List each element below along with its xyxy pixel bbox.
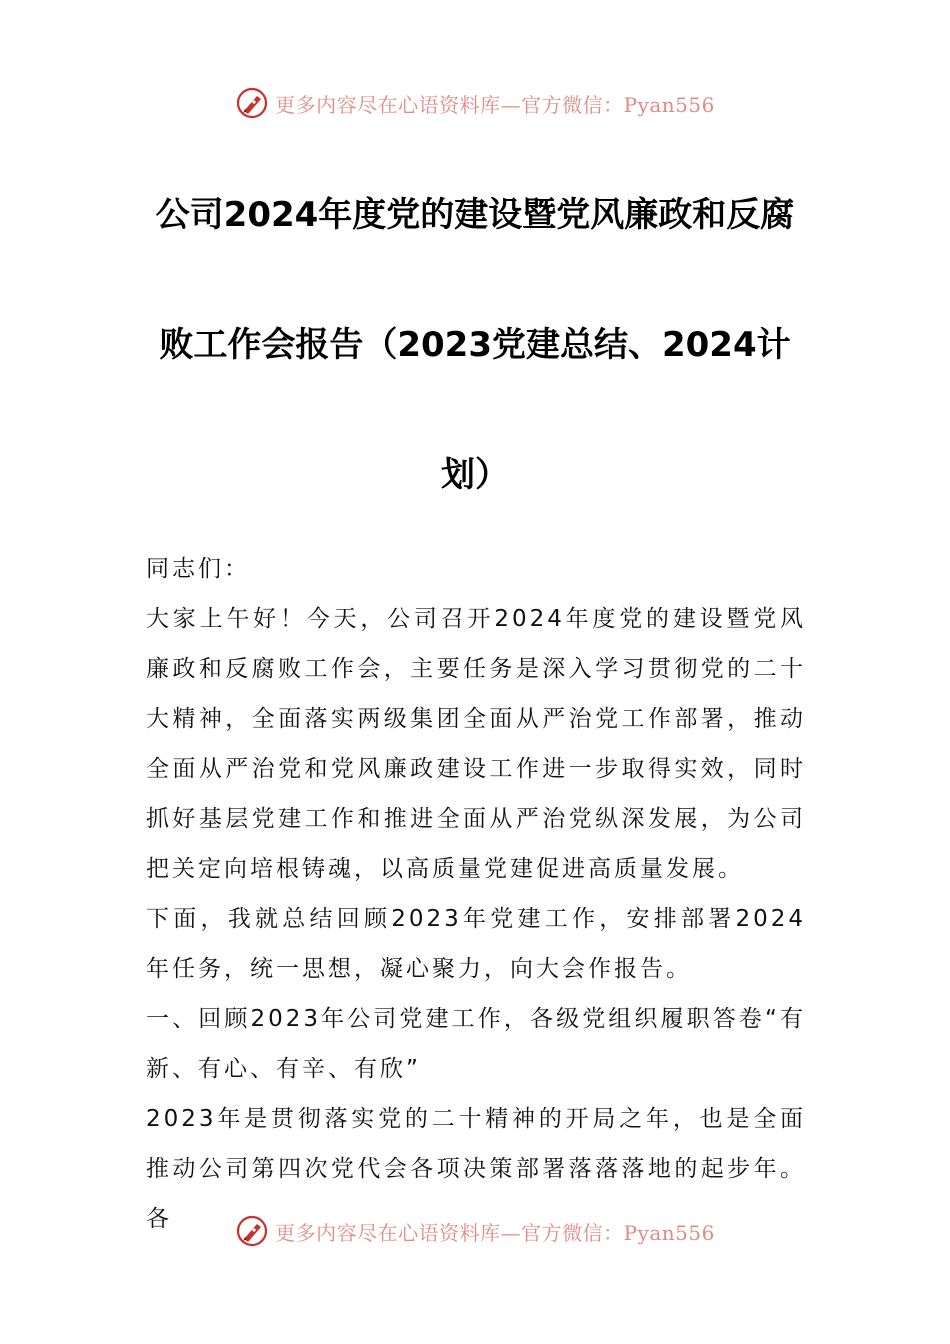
title-line-1: 公司2024年度党的建设暨党风廉政和反腐 (155, 195, 795, 235)
footer-watermark (0, 1211, 950, 1251)
document-title (130, 150, 820, 540)
title-line-2: 败工作会报告（2023党建总结、2024计 (159, 325, 791, 365)
watermark-text: 更多内容尽在心语资料库—官方微信：Pyan556 (275, 1220, 715, 1245)
title-line-3: 划） (441, 455, 509, 495)
paragraph: 大家上午好！今天，公司召开2024年度党的建设暨党风廉政和反腐败工作会，主要任务是深入学习贯彻党的二十大精神，全面落实两级集团全面从严治党工作部署，推动全面从严治党和党风廉政建设工作进一步取得实效，同时抓好基层党建工作和推进全面从严治党纵深发展，为公司把关定向培根铸魂，以高质量党建促进高质量发展。 (146, 606, 806, 882)
pen-nib-icon (235, 86, 269, 120)
paragraph: 2023年是贯彻落实党的二十精神的开局之年，也是全面推动公司第四次党代会各项决策部署落落落地的起步年。各 (146, 1106, 806, 1232)
section-heading: 一、回顾2023年公司党建工作，各级党组织履职答卷“有新、有心、有辛、有欣” (146, 1006, 806, 1082)
watermark-text: 更多内容尽在心语资料库—官方微信：Pyan556 (275, 92, 715, 117)
paragraph: 下面，我就总结回顾2023年党建工作，安排部署2024年任务，统一思想，凝心聚力，向大会作报告。 (146, 906, 806, 982)
header-watermark (0, 83, 950, 123)
pen-nib-icon (235, 1214, 269, 1248)
greeting: 同志们： (146, 556, 250, 582)
document-body (146, 544, 806, 1244)
